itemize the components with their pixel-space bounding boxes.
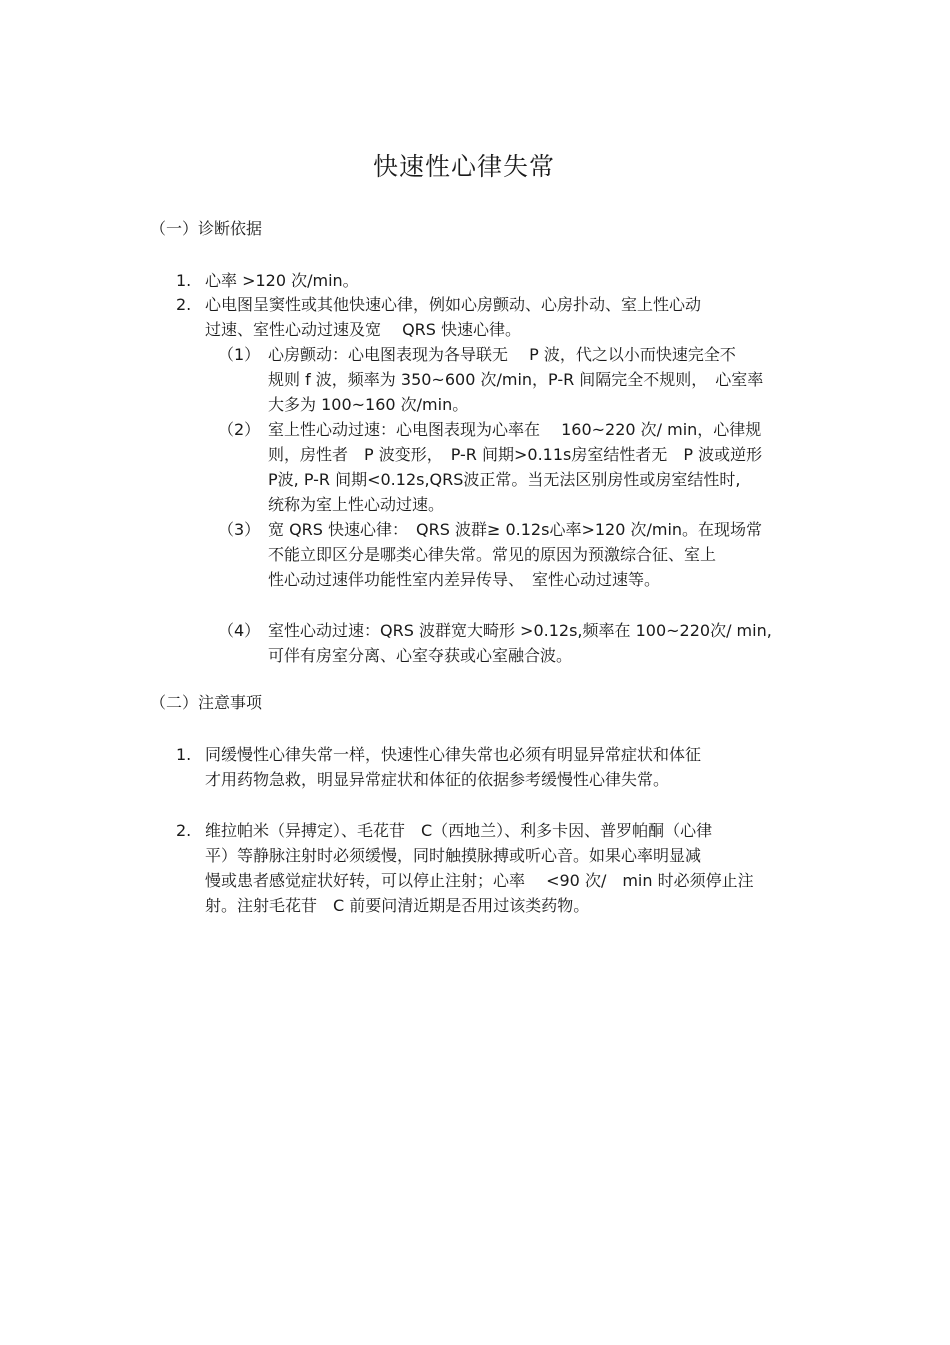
list-item-text: 平）等静脉注射时必须缓慢，同时触摸脉搏或听心音。如果心率明显减 <box>205 846 702 865</box>
sub-item-text: P波, P-R 间期<0.12s,QRS波正常。当无法区别房性或房室结性时, <box>268 470 741 489</box>
list-item-text: 同缓慢性心律失常一样，快速性心律失常也必须有明显异常症状和体征 <box>205 745 702 764</box>
section-heading-diagnosis: （一）诊断依据 <box>150 219 263 238</box>
list-item-text: 慢或患者感觉症状好转，可以停止注射；心率 <90 次/ min 时必须停止注 <box>205 871 754 890</box>
sub-item-text: 心房颤动：心电图表现为各导联无 P 波，代之以小而快速完全不 <box>268 345 736 364</box>
sub-item-number: （4） <box>218 621 261 640</box>
list-item-text: 射。注射毛花苷 C 前要问清近期是否用过该类药物。 <box>205 896 590 915</box>
sub-item-number: （3） <box>218 520 261 539</box>
list-item-text: 才用药物急救，明显异常症状和体征的依据参考缓慢性心律失常。 <box>205 770 670 789</box>
sub-item-text: 统称为室上性心动过速。 <box>268 495 445 514</box>
sub-item-text: 不能立即区分是哪类心律失常。常见的原因为预激综合征、室上 <box>268 545 717 564</box>
sub-item-number: （2） <box>218 420 261 439</box>
section-heading-precautions: （二）注意事项 <box>150 693 263 712</box>
list-number: 1. <box>176 271 192 290</box>
sub-item-text: 规则 f 波，频率为 350~600 次/min，P-R 间隔完全不规则， 心室率 <box>268 370 764 389</box>
list-number: 1. <box>176 745 192 764</box>
sub-item-text: 宽 QRS 快速心律： QRS 波群≥ 0.12s心率>120 次/min。在现场常 <box>268 520 763 539</box>
sub-item-text: 可伴有房室分离、心室夺获或心室融合波。 <box>268 646 573 665</box>
sub-item-text: 性心动过速伴功能性室内差异传导、 室性心动过速等。 <box>268 570 661 589</box>
list-item-text: 过速、室性心动过速及宽 QRS 快速心律。 <box>205 320 522 339</box>
sub-item-text: 大多为 100~160 次/min。 <box>268 395 469 414</box>
list-item-text: 维拉帕米（异搏定）、毛花苷 C（西地兰）、利多卡因、普罗帕酮（心律 <box>205 821 713 840</box>
sub-item-text: 室上性心动过速：心电图表现为心率在 160~220 次/ min，心律规 <box>268 420 762 439</box>
list-item-text: 心电图呈窦性或其他快速心律，例如心房颤动、心房扑动、室上性心动 <box>205 295 702 314</box>
list-item-text: 心率 >120 次/min。 <box>205 271 359 290</box>
sub-item-text: 则，房性者 P 波变形， P-R 间期>0.11s房室结性者无 P 波或逆形 <box>268 445 763 464</box>
sub-item-number: （1） <box>218 345 261 364</box>
sub-item-text: 室性心动过速：QRS 波群宽大畸形 >0.12s,频率在 100~220次/ min, <box>268 621 772 640</box>
list-number: 2. <box>176 295 192 314</box>
page-title: 快速性心律失常 <box>372 152 555 181</box>
list-number: 2. <box>176 821 192 840</box>
